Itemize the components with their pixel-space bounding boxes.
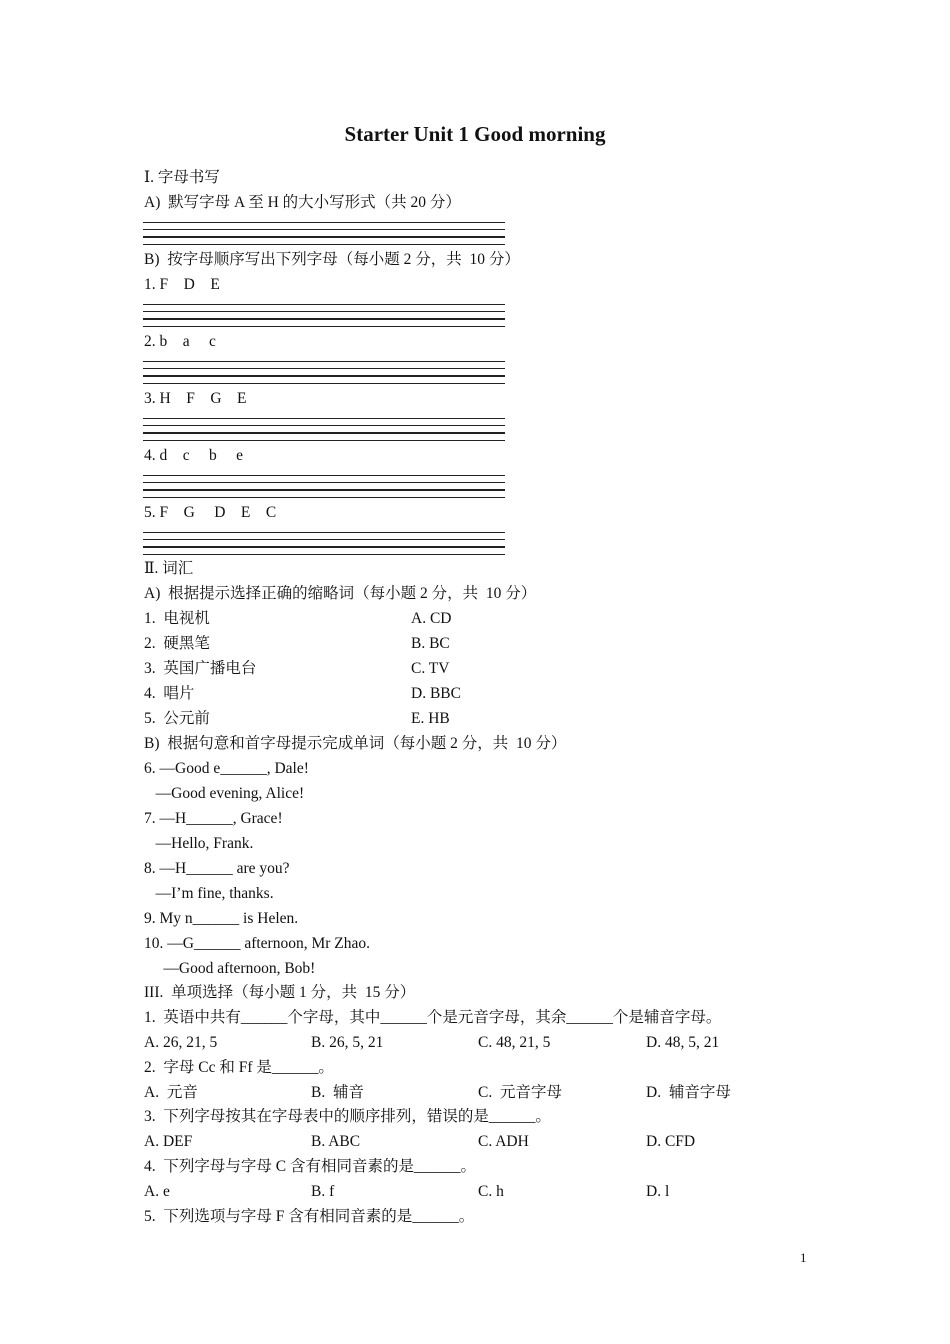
- option-a: A. e: [144, 1183, 170, 1200]
- matching-left: 1. 电视机: [144, 610, 210, 627]
- matching-left: 3. 英国广播电台: [144, 660, 257, 677]
- matching-right: B. BC: [411, 635, 450, 652]
- fill-line: 9. My n______ is Helen.: [144, 910, 299, 927]
- letter-item: 4. d c b e: [144, 447, 244, 464]
- writing-lines: [143, 532, 505, 558]
- fill-line: —Good afternoon, Bob!: [144, 960, 316, 977]
- letter-item: 5. F G D E C: [144, 504, 277, 521]
- writing-lines: [143, 361, 505, 387]
- letter-item: 3. H F G E: [144, 390, 247, 407]
- question-text: 5. 下列选项与字母 F 含有相同音素的是______。: [144, 1208, 475, 1225]
- option-c: C. 48, 21, 5: [478, 1034, 551, 1051]
- section3-heading: III. 单项选择（每小题 1 分，共 15 分）: [144, 984, 416, 1001]
- page-title: Starter Unit 1 Good morning: [344, 122, 606, 146]
- option-d: D. 48, 5, 21: [646, 1034, 720, 1051]
- question-text: 1. 英语中共有______个字母，其中______个是元音字母，其余______个是辅音字母。: [144, 1009, 722, 1026]
- matching-left: 2. 硬黑笔: [144, 635, 210, 652]
- section2-partA: A) 根据提示选择正确的缩略词（每小题 2 分，共 10 分）: [144, 585, 537, 602]
- fill-line: —Good evening, Alice!: [144, 785, 305, 802]
- writing-lines: [143, 475, 505, 501]
- section1-partA: A) 默写字母 A 至 H 的大小写形式（共 20 分）: [144, 194, 461, 211]
- section2-heading: Ⅱ. 词汇: [144, 560, 194, 577]
- matching-left: 5. 公元前: [144, 710, 210, 727]
- letter-item: 1. F D E: [144, 276, 220, 293]
- option-a: A. 26, 21, 5: [144, 1034, 218, 1051]
- writing-lines: [143, 222, 505, 248]
- matching-left: 4. 唱片: [144, 685, 195, 702]
- question-text: 3. 下列字母按其在字母表中的顺序排列，错误的是______。: [144, 1108, 551, 1125]
- matching-right: A. CD: [411, 610, 452, 627]
- page-number: 1: [800, 1250, 807, 1265]
- option-c: C. ADH: [478, 1133, 529, 1150]
- section2-partB: B) 根据句意和首字母提示完成单词（每小题 2 分，共 10 分）: [144, 735, 567, 752]
- section1-heading: Ⅰ. 字母书写: [144, 169, 220, 186]
- option-b: B. ABC: [311, 1133, 361, 1150]
- fill-line: 7. —H______, Grace!: [144, 810, 283, 827]
- letter-item: 2. b a c: [144, 333, 216, 350]
- option-a: A. DEF: [144, 1133, 193, 1150]
- matching-right: E. HB: [411, 710, 450, 727]
- question-text: 2. 字母 Cc 和 Ff 是______。: [144, 1059, 334, 1076]
- fill-line: 6. —Good e______, Dale!: [144, 760, 309, 777]
- matching-right: D. BBC: [411, 685, 461, 702]
- matching-right: C. TV: [411, 660, 450, 677]
- option-b: B. f: [311, 1183, 335, 1200]
- fill-line: 10. —G______ afternoon, Mr Zhao.: [144, 935, 370, 952]
- section1-partB: B) 按字母顺序写出下列字母（每小题 2 分，共 10 分）: [144, 251, 520, 268]
- option-d: D. 辅音字母: [646, 1084, 731, 1101]
- option-c: C. 元音字母: [478, 1084, 562, 1101]
- option-b: B. 26, 5, 21: [311, 1034, 384, 1051]
- question-text: 4. 下列字母与字母 C 含有相同音素的是______。: [144, 1158, 476, 1175]
- option-a: A. 元音: [144, 1084, 198, 1101]
- writing-lines: [143, 304, 505, 330]
- option-c: C. h: [478, 1183, 504, 1200]
- fill-line: 8. —H______ are you?: [144, 860, 290, 877]
- option-d: D. l: [646, 1183, 670, 1200]
- fill-line: —Hello, Frank.: [144, 835, 254, 852]
- option-d: D. CFD: [646, 1133, 696, 1150]
- writing-lines: [143, 418, 505, 444]
- fill-line: —I’m fine, thanks.: [144, 885, 274, 902]
- option-b: B. 辅音: [311, 1084, 364, 1101]
